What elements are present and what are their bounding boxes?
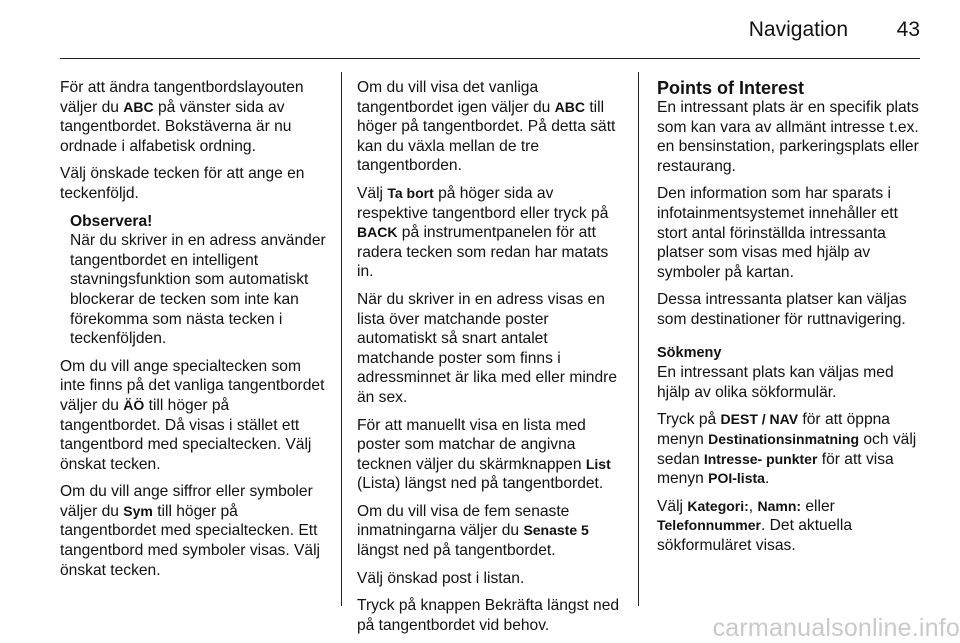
paragraph: Tryck på knappen Bekräfta längst ned på tangentbordet vid behov. (357, 597, 620, 634)
paragraph: Om du vill visa det vanliga tangentbordet igen väljer du ABC till höger på tangentbordet. På detta sätt kan du växla mellan de tre tangentborden. (357, 79, 616, 175)
column-left (60, 78, 328, 588)
paragraph: Välj önskad post i listan. (357, 569, 525, 587)
paragraph: För att manuellt visa en lista med poster som matchar de angivna tecknen väljer du skärmknappen List (Lista) längst ned på tangentbordet. (357, 416, 611, 493)
watermark: carmanualsonline.info (712, 614, 960, 642)
paragraph: Om du vill visa de fem senaste inmatningarna väljer du Senaste 5 längst ned på tangentbordet. (357, 502, 589, 560)
paragraph: Dessa intressanta platser kan väljas som destinationer för ruttnavigering. (657, 291, 907, 328)
note-text: När du skriver in en adress använder tangentbordet en intelligent stavningsfunktion som automatiskt blockerar de tecken som inte kan förekomma som nästa tecken i teckenföljden. (70, 232, 326, 348)
paragraph: För att ändra tangentbordslayouten väljer du ABC på vänster sida av tangentbordet. Bokstäverna är nu ordnade i alfabetisk ordning. (60, 79, 304, 155)
section-heading: Points of Interest (657, 78, 805, 98)
page-number: 43 (896, 18, 920, 41)
note-box (60, 212, 328, 349)
paragraph: Välj önskade tecken för att ange en teckenföljd. (60, 165, 305, 202)
paragraph: Om du vill ange siffror eller symboler väljer du Sym till höger på tangentbordet med specialtecken. Ett tangentbord med symboler visas. Välj önskat tecken. (60, 483, 321, 579)
paragraph: En intressant plats är en specifik plats som kan vara av allmänt intresse t.ex. en bensinstation, parkeringsplats eller restaurang. (657, 99, 919, 175)
page-header (60, 0, 920, 52)
header-divider (60, 58, 920, 59)
note-title: Observera! (70, 212, 153, 230)
column-divider (638, 72, 639, 606)
paragraph: Välj Kategori:, Namn: eller Telefonnummer. Det aktuella sökformuläret visas. (657, 497, 852, 554)
paragraph: När du skriver in en adress visas en lista över matchande poster automatiskt så snart antalet matchande poster som finns i adressminnet är lika med eller mindre än sex. (357, 290, 617, 406)
column-divider (341, 72, 342, 606)
page-title: Navigation (748, 18, 848, 41)
column-middle (357, 78, 625, 643)
paragraph: En intressant plats kan väljas med hjälp av olika sökformulär. (657, 364, 894, 401)
paragraph: Välj Ta bort på höger sida av respektive tangentbord eller tryck på BACK på instrumentpanelen för att radera tecken som redan har matats in. (357, 184, 609, 281)
paragraph: Tryck på DEST / NAV för att öppna menyn Destinationsinmatning och välj sedan Intresse- punkter för att visa menyn POI-lista. (657, 411, 917, 488)
paragraph: Den information som har sparats i infotainmentsystemet innehåller ett stort antal förinställda intressanta platser som visas med hjälp av symboler på kartan. (657, 185, 898, 281)
subsection-heading: Sökmeny (657, 344, 722, 361)
paragraph: Om du vill ange specialtecken som inte finns på det vanliga tangentbordet väljer du ÄÖ till höger på tangentbordet. Då visas i stället ett tangentbord med specialtecken. Välj önskat tecken. (60, 357, 325, 473)
column-right (657, 78, 927, 563)
